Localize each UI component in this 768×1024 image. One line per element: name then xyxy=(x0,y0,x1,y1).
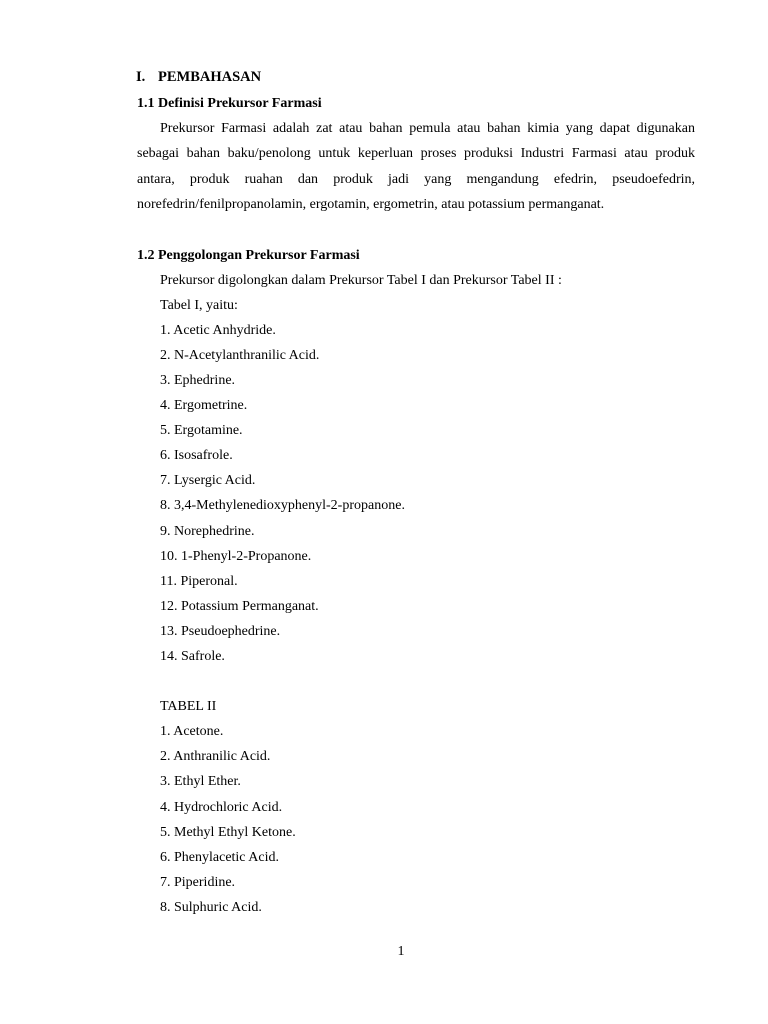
list-item: 1. Acetic Anhydride. xyxy=(160,322,276,338)
chapter-number: I. xyxy=(136,69,146,85)
list-item: 7. Lysergic Acid. xyxy=(160,473,256,489)
list-item: 14. Safrole. xyxy=(160,649,225,665)
list-item: 2. N-Acetylanthranilic Acid. xyxy=(160,347,320,363)
list-item: 2. Anthranilic Acid. xyxy=(160,749,271,765)
list-item: 11. Piperonal. xyxy=(160,573,238,589)
list-item: 5. Methyl Ethyl Ketone. xyxy=(160,824,296,840)
list-item: 10. 1-Phenyl-2-Propanone. xyxy=(160,548,312,564)
table-2-label: TABEL II xyxy=(160,699,217,715)
list-item: 9. Norephedrine. xyxy=(160,523,255,539)
section-1-heading: 1.1 Definisi Prekursor Farmasi xyxy=(137,96,322,111)
section-2-heading: 1.2 Penggolongan Prekursor Farmasi xyxy=(137,247,360,263)
list-item: 5. Ergotamine. xyxy=(160,423,243,439)
section-1-paragraph: Prekursor Farmasi adalah zat atau bahan pemula atau bahan kimia yang dapat digunakan sebagai bahan baku/penolong untuk keperluan proses produksi Industri Farmasi atau produk antara, produk ruahan dan produk jadi yang mengandung efedrin, pseudoefedrin, norefedrin/fenilpropanolamin, ergotamin, ergometrin, atau potassium permanganat. xyxy=(137,121,695,213)
list-item: 8. Sulphuric Acid. xyxy=(160,899,262,915)
list-item: 7. Piperidine. xyxy=(160,874,236,890)
list-item: 8. 3,4-Methylenedioxyphenyl-2-propanone. xyxy=(160,498,405,514)
list-item: 6. Isosafrole. xyxy=(160,448,233,464)
list-item: 6. Phenylacetic Acid. xyxy=(160,849,279,865)
list-item: 13. Pseudoephedrine. xyxy=(160,623,281,639)
list-item: 3. Ephedrine. xyxy=(160,373,236,388)
table-1-label: Tabel I, yaitu: xyxy=(160,297,238,313)
table-1-list xyxy=(137,318,695,669)
list-item: 3. Ethyl Ether. xyxy=(160,774,241,790)
list-item: 1. Acetone. xyxy=(160,724,224,740)
page-number: 1 xyxy=(397,944,405,959)
table-2-list xyxy=(137,719,695,920)
chapter-title: PEMBAHASAN xyxy=(158,69,262,85)
page-content xyxy=(137,66,695,920)
list-item: 4. Ergometrine. xyxy=(160,398,248,414)
chapter-heading xyxy=(136,66,695,91)
list-item: 4. Hydrochloric Acid. xyxy=(160,799,283,815)
blank-line xyxy=(137,669,695,694)
section-2-intro: Prekursor digolongkan dalam Prekursor Tabel I dan Prekursor Tabel II : xyxy=(160,272,562,288)
list-item: 12. Potassium Permanganat. xyxy=(160,598,319,614)
blank-line xyxy=(137,218,695,243)
